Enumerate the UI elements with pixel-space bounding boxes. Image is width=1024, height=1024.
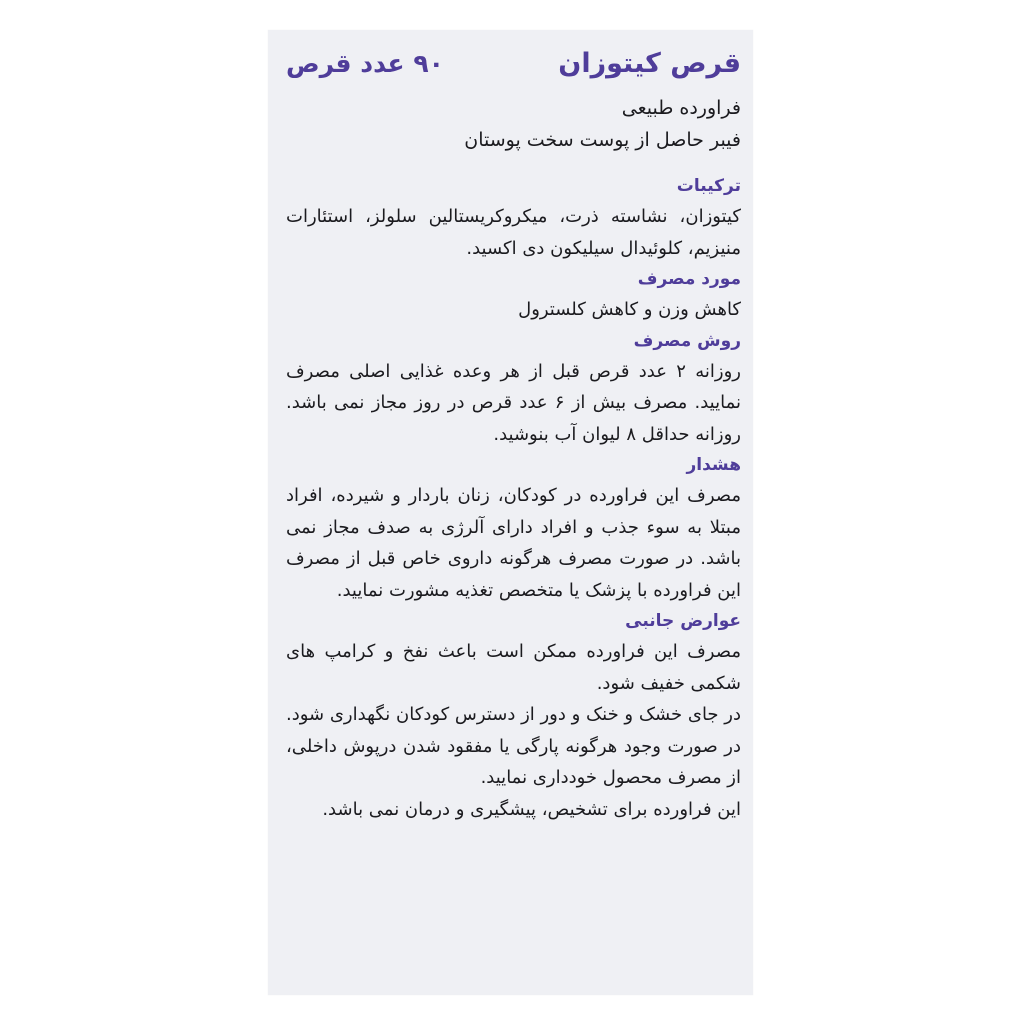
side-effects-section: [286, 606, 741, 825]
product-type: فراورده طبیعی: [621, 97, 741, 119]
dosage-text: روزانه ۲ عدد قرص قبل از هر وعده غذایی اصلی مصرف نمایید. مصرف بیش از ۶ عدد قرص در روز مجاز نمی باشد. روزانه حداقل ۸ لیوان آب بنوشید.: [286, 360, 741, 445]
product-source: فیبر حاصل از پوست سخت پوستان: [464, 129, 741, 151]
storage-text: در جای خشک و خنک و دور از دسترس کودکان نگهداری شود. در صورت وجود هرگونه پارگی یا مفقود شدن درپوش داخلی، از مصرف محصول خودداری نمایید.: [286, 704, 741, 788]
title-row: [286, 48, 741, 92]
ingredients-text: کیتوزان، نشاسته ذرت، میکروکریستالین سلولز، استئارات منیزیم، کلوئیدال سیلیکون دی اکسید.: [286, 206, 741, 259]
side-effects-heading: عوارض جانبی: [625, 611, 741, 631]
product-title: قرص کیتوزان: [558, 48, 741, 79]
dosage-section: [286, 326, 741, 451]
label-content: [286, 48, 741, 825]
side-effects-text: مصرف این فراورده ممکن است باعث نفخ و کرامپ های شکمی خفیف شود.: [286, 641, 741, 694]
tablet-count: ۹۰ عدد قرص: [286, 49, 444, 78]
warning-section: [286, 450, 741, 606]
ingredients-section: [286, 171, 741, 264]
usage-heading: مورد مصرف: [637, 269, 741, 289]
dosage-heading: روش مصرف: [633, 330, 741, 351]
spacer: [286, 156, 741, 171]
warning-heading: هشدار: [686, 455, 741, 475]
product-label-panel: [268, 30, 753, 995]
disclaimer-text: این فراورده برای تشخیص، پیشگیری و درمان نمی باشد.: [322, 798, 741, 820]
usage-text: کاهش وزن و کاهش کلسترول: [518, 299, 741, 320]
ingredients-heading: ترکیبات: [676, 176, 741, 196]
warning-text: مصرف این فراورده در کودکان، زنان باردار و شیرده، افراد مبتلا به سوء جذب و افراد دارای آلرژی به صدف مجاز نمی باشد. در صورت مصرف هرگونه داروی خاص قبل از مصرف این فراورده با پزشک یا متخصص تغذیه مشورت نمایید.: [286, 485, 741, 601]
usage-section: [286, 264, 741, 326]
